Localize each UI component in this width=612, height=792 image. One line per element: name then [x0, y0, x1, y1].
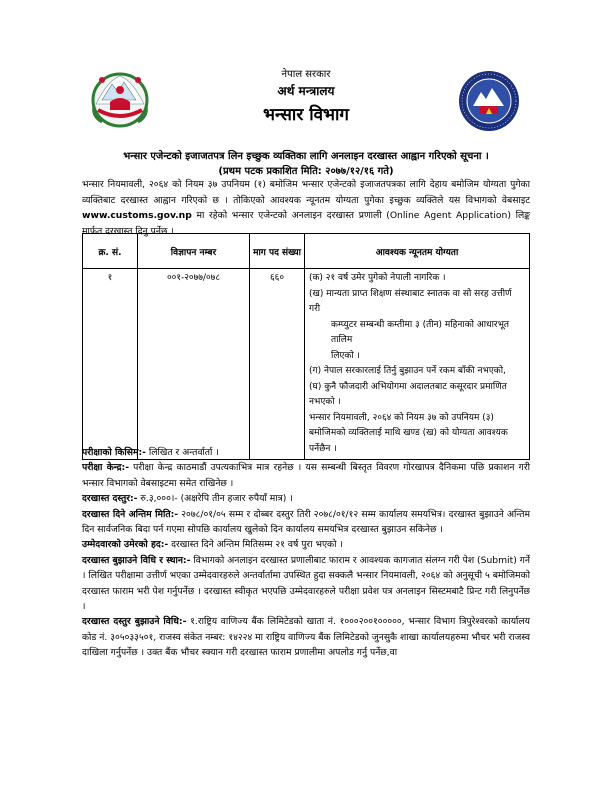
payment-value: १.राष्ट्रिय वाणिज्य बैंक लिमिटेडको खाता नं. १०००२००१०००००, भन्सार विभाग त्रिपुरेश्वरको कार्यालय कोड नं. ३०५०३३५०१, राजस्व संकेत नम्बर: १४२२४ मा राष्ट्रिय वाणिज्य बैंक लिमिटेडको जुनसुकै शाखा कार्यालयहरुमा भौचर भरी राजस्व दाखिला गर्नुपर्नेछ । उक्त बैंक भौचर स्क्यान गरी दरखास्त फाराम प्रणालीमा अपलोड गर्नु पर्नेछ,वा	[82, 616, 530, 659]
qualification-kha: (ख) मान्यता प्राप्त शिक्षण संस्थाबाट स्नातक वा सो सरह उत्तीर्ण गरी	[309, 288, 512, 314]
table-row	[83, 269, 530, 460]
fee-value: रु.३,०००।- (अक्षरेपि तीन हजार रुपैयाँ मात्र) ।	[137, 493, 293, 505]
nepal-customs-logo	[458, 70, 520, 132]
exam-center-value: परीक्षा केन्द्र काठमाडौं उपत्यकाभित्र मात्र रहनेछ । यस सम्बन्धी बिस्तृत विवरण गोरखापत्र दैनिकमा पछि प्रकाशन गरी भन्सार विभागको वेबसाइटमा समेत राखिनेछ ।	[82, 462, 530, 489]
exam-type-value: लिखित र अन्तर्वार्ता ।	[145, 447, 219, 458]
website-link[interactable]: www.customs.gov.np	[82, 210, 192, 221]
cell-ad-number: ००१-२०७७/०७८	[138, 269, 250, 460]
fee-label: दरखास्त दस्तुर:-	[82, 493, 138, 505]
payment-method	[82, 614, 530, 660]
header-demand-count: माग पद संख्या	[250, 234, 305, 269]
government-name: नेपाल सरकार	[281, 69, 331, 80]
age-label: उम्मेदवारको उमेरको हद:-	[82, 539, 169, 551]
intro-text-b: मा रहेको भन्सार एजेन्टको अनलाइन दरखास्त प्रणाली (Online Agent Application) लिङ्क मार्फत दरखास्त दिनु पर्नेछ ।	[82, 210, 530, 237]
qualification-gha: (घ) कुनै फौजदारी अभियोगमा अदालतबाट कसूरदार प्रमाणित नभएको ।	[309, 381, 507, 407]
intro-paragraph	[82, 177, 530, 239]
cell-demand-count: ६६०	[250, 269, 305, 460]
header-ad-number: विज्ञापन नम्बर	[138, 234, 250, 269]
qualification-note: भन्सार नियमावली, २०६४ को नियम ३७ को उपनियम (३) बमोजिमको व्यक्तिलाई माथि खण्ड (ख) को योग्यता आवश्यक पर्नेछैन ।	[309, 412, 508, 454]
submission-method	[82, 553, 530, 615]
qualification-ga: (ग) नेपाल सरकारलाई तिर्नु बुझाउन पर्ने रकम बाँकी नभएको,	[309, 366, 506, 376]
intro-text-a: भन्सार नियमावली, २०६४ को नियम ३७ उपनियम (१) बमोजिम भन्सार एजेन्टको इजाजतपत्रका लागि देहाय बमोजिम योग्यता पुगेका व्यक्तिबाट दरखास्त आह्वान गरिएको छ । तोकिएको आवश्यक न्यूनतम योग्यता पुगेका इच्छुक व्यक्तिले यस विभागको वेबसाइट	[82, 179, 530, 206]
details-section	[82, 445, 530, 661]
exam-center	[82, 460, 530, 491]
age-value: दरखास्त दिने अन्तिम मितिसम्म २१ वर्ष पुरा भएको ।	[168, 539, 343, 551]
deadline-label: दरखास्त दिने अन्तिम मिति:-	[82, 508, 179, 520]
exam-type	[82, 445, 530, 460]
application-fee	[82, 491, 530, 506]
table-header-row	[83, 234, 530, 269]
cell-qualification	[305, 269, 530, 460]
age-limit	[82, 537, 530, 552]
requirements-table	[82, 233, 530, 460]
exam-type-label: परीक्षाको किसिम:-	[82, 447, 146, 458]
qualification-ka: (क) २१ वर्ष उमेर पुगेको नेपाली नागरिक ।	[309, 273, 446, 283]
payment-label: दरखास्त दस्तुर बुझाउने विधि:-	[82, 616, 187, 628]
method-value: विभागको अनलाइन दरखास्त प्रणालीबाट फाराम र आवश्यक कागजात संलग्न गरी पेश (Submit) गर्ने । लिखित परीक्षामा उत्तीर्ण भएका उम्मेदवारहरुले अन्तर्वार्तामा उपस्थित हुदा सक्कलै भन्सार नियमावली, २०६४ को अनुसूची ५ बमोजिमको दरखास्त फाराम भरी पेश गर्नुपर्नेछ । दरखास्त स्वीकृत भएपछि उम्मेदवारहरुले परीक्षा प्रवेश पत्र अनलाइन सिस्टमबाटै प्रिन्ट गरी लिनुपर्नेछ ।	[82, 554, 531, 613]
method-label: दरखास्त बुझाउने विधि र स्थान:-	[82, 554, 191, 566]
deadline-value: २०७८/०१/०५ सम्म र दोब्बर दस्तुर तिरी २०७८/०१/१२ सम्म कार्यालय समयभित्र। दरखास्त बुझाउने अन्तिम दिन सार्वजनिक बिदा पर्न गएमा सोपछि कार्यालय खुलेको दिन कार्यालय समयभित्र दरखास्त बुझाउन सकिनेछ ।	[82, 508, 530, 536]
notice-publish-date: (प्रथम पटक प्रकाशित मिति: २०७७/१२/१६ गते)	[218, 166, 394, 177]
department-name: भन्सार विभाग	[263, 105, 349, 125]
notice-title: भन्सार एजेन्टको इजाजतपत्र लिन इच्छुक व्यक्तिका लागि अनलाइन दरखास्त आह्वान गरिएको सूचना ।	[123, 151, 489, 162]
exam-center-label: परीक्षा केन्द्र:-	[82, 462, 130, 474]
header-qualification: आवश्यक न्यूनतम योग्यता	[305, 234, 530, 269]
qualification-kha-end: लिएको ।	[331, 350, 360, 361]
header-serial: क्र. सं.	[83, 234, 138, 269]
ministry-name: अर्थ मन्त्रालय	[277, 84, 335, 98]
deadline	[82, 507, 530, 538]
cell-serial: १	[83, 269, 138, 460]
qualification-kha-cont: कम्प्युटर सम्बन्धी कम्तीमा ३ (तीन) महिनाको आधारभूत तालिम	[331, 319, 510, 345]
